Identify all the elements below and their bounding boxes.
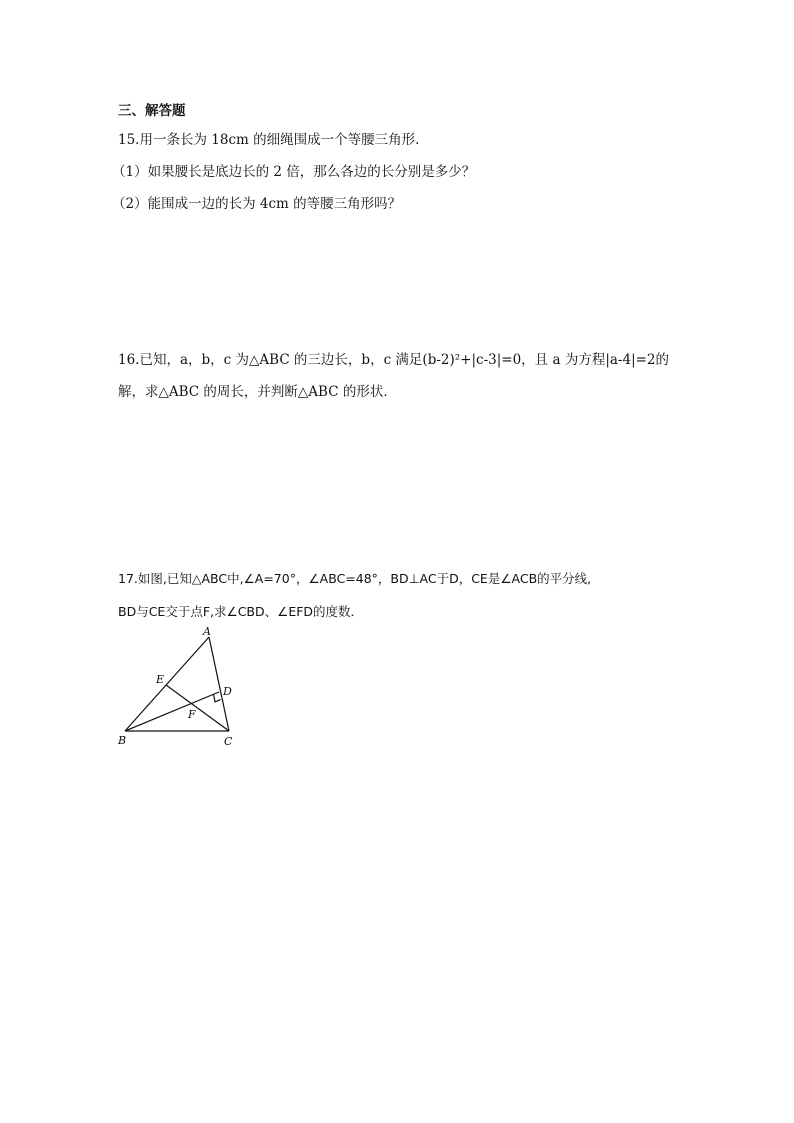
segment-ac [209, 637, 229, 731]
right-angle-mark [214, 694, 221, 702]
segment-ce [166, 685, 229, 731]
question-16-line-1: 16.已知，a，b，c 为△ABC 的三边长，b，c 满足(b-2)²+|c-3|=0，且 a 为方程|a-4|=2的 [118, 352, 670, 368]
label-f: F [188, 708, 196, 721]
label-e: E [156, 673, 165, 686]
question-15-part-2: （2）能围成一边的长为 4cm 的等腰三角形吗？ [112, 196, 402, 212]
question-17-line-1: 17.如图,已知△ABC中,∠A=70°，∠ABC=48°，BD⊥AC于D，CE是∠ACB的平分线, [118, 571, 592, 586]
question-17-line-2: BD与CE交于点F,求∠CBD、∠EFD的度数． [118, 604, 364, 619]
section-heading: 三、解答题 [118, 103, 186, 119]
segment-ab [125, 637, 209, 731]
question-16-line-2: 解，求△ABC 的周长，并判断△ABC 的形状． [118, 384, 397, 400]
label-d: D [223, 685, 232, 698]
segment-bd [125, 692, 219, 731]
triangle-figure [116, 625, 246, 750]
label-c: C [224, 735, 233, 748]
question-15-part-1: （1）如果腰长是底边长的 2 倍，那么各边的长分别是多少？ [112, 164, 476, 180]
label-b: B [118, 734, 127, 747]
question-15-text: 15.用一条长为 18cm 的细绳围成一个等腰三角形. [118, 132, 420, 148]
label-a: A [203, 625, 211, 638]
